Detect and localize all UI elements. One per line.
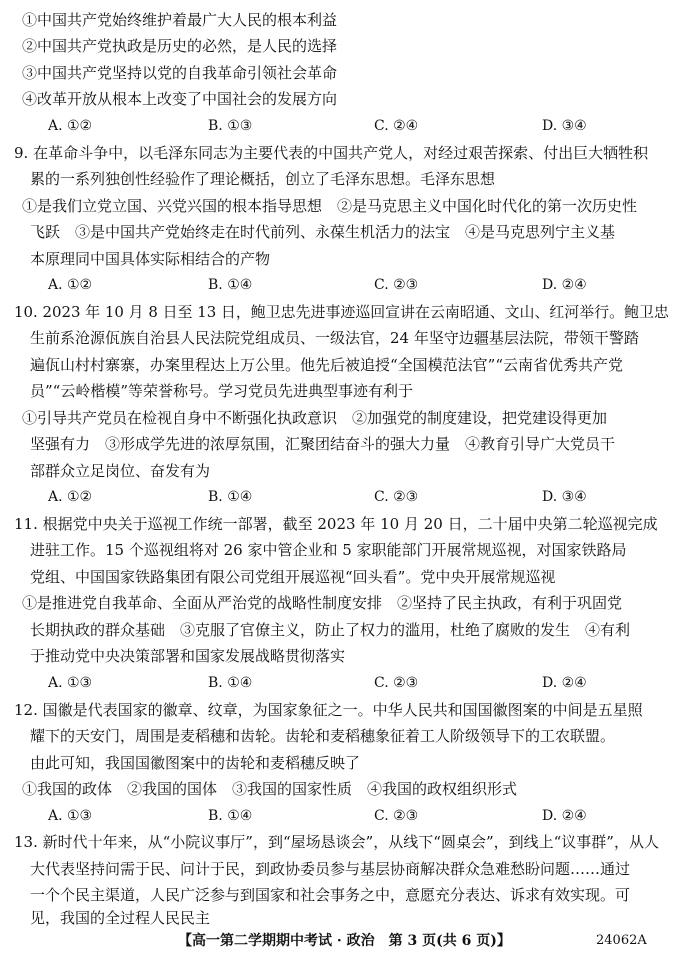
q11-stem-line-1: 11. 根据党中央关于巡视工作统一部署，截至 2023 年 10 月 20 日，二十届中央第二轮巡视完成 xyxy=(14,515,658,533)
q13-stem-line-4: 见，我国的全过程人民民主 xyxy=(30,909,211,927)
q8-item-4: ④改革开放从根本上改变了中国社会的发展方向 xyxy=(22,90,338,108)
q10-option-b: B. ①④ xyxy=(208,489,253,505)
q12-items-line: ①我国的政体 ②我国的国体 ③我国的国家性质 ④我国的政权组织形式 xyxy=(22,780,518,798)
q8-item-2: ②中国共产党执政是历史的必然，是人民的选择 xyxy=(22,37,338,55)
q11-options xyxy=(48,673,648,693)
q9-items-line-1: ①是我们立党立国、兴党兴国的根本指导思想 ②是马克思主义中国化时代化的第一次历史性 xyxy=(22,197,638,215)
q10-option-c: C. ②③ xyxy=(374,489,419,505)
q9-items-line-3: 本原理同中国具体实际相结合的产物 xyxy=(30,250,271,268)
q8-option-d: D. ③④ xyxy=(542,118,587,134)
q10-stem-line-1: 10. 2023 年 10 月 8 日至 13 日，鲍卫忠先进事迹巡回宣讲在云南昭通、文山、红河举行。鲍卫忠 xyxy=(14,303,669,321)
q11-items-line-3: 于推动党中央决策部署和国家发展战略贯彻落实 xyxy=(30,647,346,665)
footer-code: 24062A xyxy=(596,933,647,948)
q12-option-a: A. ①③ xyxy=(48,808,93,824)
footer-title: 【高一第二学期期中考试 · 政治 第 3 页(共 6 页)】 xyxy=(178,933,511,949)
q10-items-line-2: 坚强有力 ③形成学先进的浓厚氛围，汇聚团结奋斗的强大力量 ④教育引导广大党员干 xyxy=(30,435,616,453)
q8-options xyxy=(48,116,648,136)
q11-items-line-2: 长期执政的群众基础 ③克服了官僚主义，防止了权力的滥用，杜绝了腐败的发生 ④有利 xyxy=(30,621,631,639)
q13-stem-line-1: 13. 新时代十年来，从“小院议事厅”，到“屋场恳谈会”，从线下“圆桌会”，到线上“议事群”，从人 xyxy=(14,833,659,851)
q10-stem-line-2: 生前系沧源佤族自治县人民法院党组成员、一级法官，24 年坚守边疆基层法院，带领干警踏 xyxy=(30,329,639,347)
q10-stem-line-3: 遍佤山村村寨寨，办案里程达上万公里。他先后被追授“全国模范法官”“云南省优秀共产党 xyxy=(30,356,624,374)
q12-options xyxy=(48,806,648,826)
q13-stem-line-2: 大代表坚持问需于民、问计于民，到政协委员参与基层协商解决群众急难愁盼问题……通过 xyxy=(30,860,631,878)
page-footer xyxy=(0,930,677,952)
q9-stem-line-2: 累的一系列独创性经验作了理论概括，创立了毛泽东思想。毛泽东思想 xyxy=(30,170,496,188)
q10-option-d: D. ③④ xyxy=(542,489,587,505)
q9-option-a: A. ①② xyxy=(48,277,93,293)
q8-item-3: ③中国共产党坚持以党的自我革命引领社会革命 xyxy=(22,64,338,82)
q13-stem-line-3: 一个个民主渠道，人民广泛参与到国家和社会事务之中，意愿充分表达、诉求有效实现。可 xyxy=(30,886,631,904)
q8-item-1: ①中国共产党始终维护着最广大人民的根本利益 xyxy=(22,11,338,29)
q10-options xyxy=(48,487,648,507)
q10-items-line-1: ①引导共产党员在检视自身中不断强化执政意识 ②加强党的制度建设，把党建设得更加 xyxy=(22,409,608,427)
q11-stem-line-2: 进驻工作。15 个巡视组将对 26 家中管企业和 5 家职能部门开展常规巡视，对国家铁路局 xyxy=(30,541,627,559)
q9-stem-line-1: 9. 在革命斗争中，以毛泽东同志为主要代表的中国共产党人，对经过艰苦探索、付出巨大牺牲积 xyxy=(14,144,649,162)
q10-stem-line-4: 员”“云岭楷模”等荣誉称号。学习党员先进典型事迹有利于 xyxy=(30,382,414,400)
q12-option-d: D. ②④ xyxy=(542,808,587,824)
q10-items-line-3: 部群众立足岗位、奋发有为 xyxy=(30,462,211,480)
q12-stem-line-1: 12. 国徽是代表国家的徽章、纹章，为国家象征之一。中华人民共和国国徽图案的中间是五星照 xyxy=(14,701,643,719)
q11-option-b: B. ①④ xyxy=(208,675,253,691)
q11-items-line-1: ①是推进党自我革命、全面从严治党的战略性制度安排 ②坚持了民主执政，有利于巩固党 xyxy=(22,594,623,612)
q12-stem-line-3: 由此可知，我国国徽图案中的齿轮和麦稻穗反映了 xyxy=(30,754,361,772)
q10-option-a: A. ①② xyxy=(48,489,93,505)
q8-option-a: A. ①② xyxy=(48,118,93,134)
q9-option-c: C. ②③ xyxy=(374,277,419,293)
q8-option-b: B. ①③ xyxy=(208,118,253,134)
q11-stem-line-3: 党组、中国国家铁路集团有限公司党组开展巡视“回头看”。党中央开展常规巡视 xyxy=(30,568,556,586)
q9-option-b: B. ①④ xyxy=(208,277,253,293)
q11-option-d: D. ②④ xyxy=(542,675,587,691)
q8-option-c: C. ②④ xyxy=(374,118,419,134)
q12-option-b: B. ①④ xyxy=(208,808,253,824)
q12-stem-line-2: 耀下的天安门，周围是麦稻穗和齿轮。齿轮和麦稻穗象征着工人阶级领导下的工农联盟。 xyxy=(30,727,616,745)
q9-items-line-2: 飞跃 ③是中国共产党始终走在时代前列、永葆生机活力的法宝 ④是马克思列宁主义基 xyxy=(30,223,616,241)
q11-option-a: A. ①③ xyxy=(48,675,93,691)
q9-option-d: D. ②④ xyxy=(542,277,587,293)
q11-option-c: C. ②③ xyxy=(374,675,419,691)
q9-options xyxy=(48,275,648,295)
q12-option-c: C. ②③ xyxy=(374,808,419,824)
